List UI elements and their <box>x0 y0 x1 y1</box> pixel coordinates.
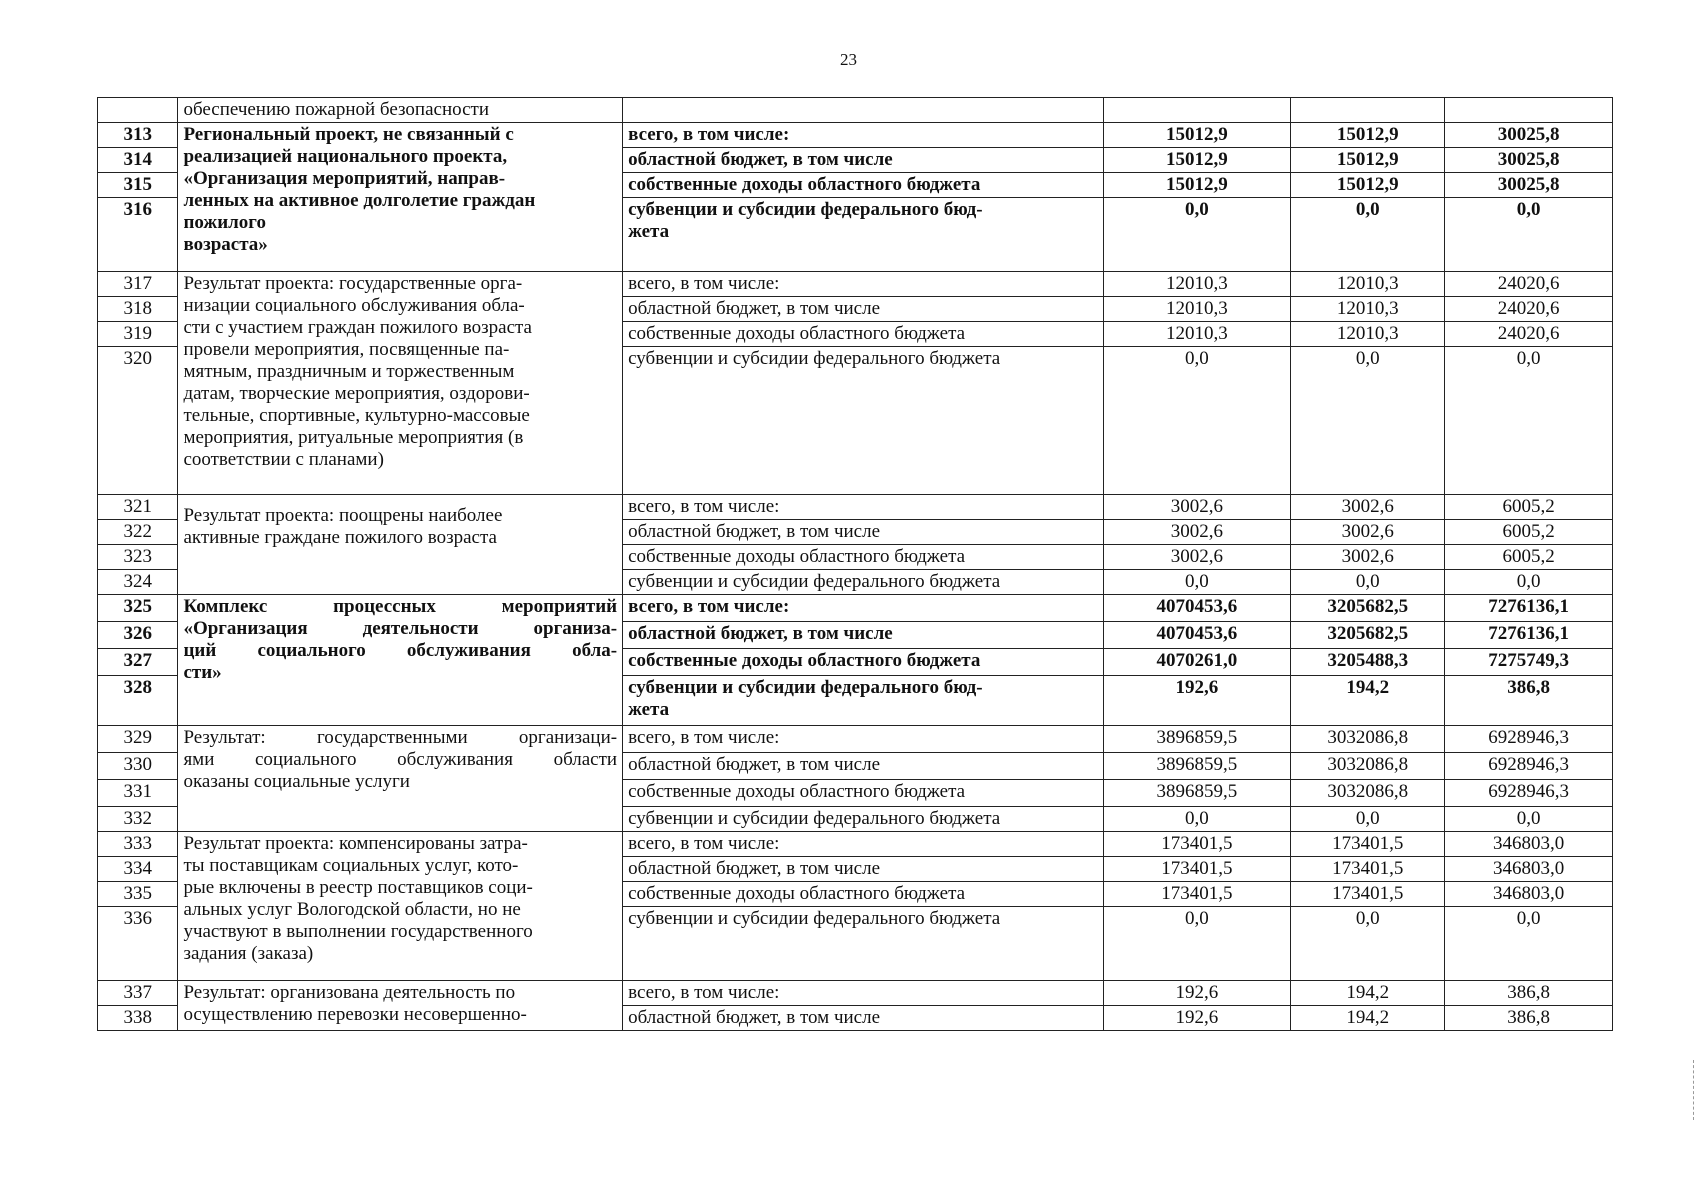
value-total: 346803,0 <box>1445 832 1613 857</box>
funding-source: субвенции и субсидии федерального бюджета <box>623 570 1103 595</box>
funding-source: собственные доходы областного бюджета <box>623 545 1103 570</box>
value-year-2: 0,0 <box>1291 198 1445 272</box>
value-year-2: 0,0 <box>1291 907 1445 981</box>
budget-table <box>97 97 1613 1031</box>
value-total: 6005,2 <box>1445 495 1613 520</box>
value-year-1: 3002,6 <box>1103 545 1291 570</box>
value-year-1: 3896859,5 <box>1103 726 1291 753</box>
value-year-1: 12010,3 <box>1103 322 1291 347</box>
row-number: 338 <box>98 1006 178 1031</box>
table-row <box>98 981 1613 1006</box>
value-year-1: 4070453,6 <box>1103 622 1291 649</box>
funding-source: областной бюджет, в том числе <box>623 297 1103 322</box>
funding-source: областной бюджет, в том числе <box>623 857 1103 882</box>
funding-source: областной бюджет, в том числе <box>623 622 1103 649</box>
group-description <box>178 495 623 595</box>
desc-line: сти» <box>183 662 222 683</box>
funding-source: областной бюджет, в том числе <box>623 1006 1103 1031</box>
value-total: 24020,6 <box>1445 297 1613 322</box>
src-line: жета <box>628 699 670 720</box>
desc-line: мероприятия, ритуальные мероприятия (в <box>183 427 524 448</box>
row-number: 325 <box>98 595 178 622</box>
value-year-1: 4070453,6 <box>1103 595 1291 622</box>
desc-line: Результат проекта: поощрены наиболее <box>183 505 503 526</box>
row-number: 322 <box>98 520 178 545</box>
value-year-2: 194,2 <box>1291 981 1445 1006</box>
funding-source: всего, в том числе: <box>623 495 1103 520</box>
value-total: 7276136,1 <box>1445 622 1613 649</box>
value-total: 346803,0 <box>1445 857 1613 882</box>
table-row <box>98 495 1613 520</box>
row-number: 324 <box>98 570 178 595</box>
value-year-2: 15012,9 <box>1291 173 1445 198</box>
value-year-1: 173401,5 <box>1103 857 1291 882</box>
value-year-2: 173401,5 <box>1291 857 1445 882</box>
value-year-1: 3002,6 <box>1103 495 1291 520</box>
table-row <box>98 595 1613 622</box>
value-year-2 <box>1291 98 1445 123</box>
funding-source: собственные доходы областного бюджета <box>623 780 1103 807</box>
value-year-2: 173401,5 <box>1291 832 1445 857</box>
table-row <box>98 123 1613 148</box>
desc-line: пожилого <box>183 212 266 233</box>
group-description <box>178 832 623 981</box>
row-number: 315 <box>98 173 178 198</box>
row-number: 331 <box>98 780 178 807</box>
row-number: 320 <box>98 347 178 495</box>
row-number: 332 <box>98 807 178 832</box>
row-number: 336 <box>98 907 178 981</box>
desc-line: ций социального обслуживания обла- <box>183 640 618 661</box>
src-line: субвенции и субсидии федерального бюд- <box>628 677 983 698</box>
value-year-2: 3205488,3 <box>1291 649 1445 676</box>
table-row <box>98 272 1613 297</box>
value-year-2: 194,2 <box>1291 1006 1445 1031</box>
desc-line: осуществлению перевозки несовершенно- <box>183 1004 527 1025</box>
value-year-2: 194,2 <box>1291 676 1445 726</box>
value-total: 7275749,3 <box>1445 649 1613 676</box>
desc-line: «Организация деятельности организа- <box>183 618 618 639</box>
row-number: 318 <box>98 297 178 322</box>
row-number: 327 <box>98 649 178 676</box>
row-number: 326 <box>98 622 178 649</box>
desc-line: датам, творческие мероприятия, оздорови- <box>183 383 530 404</box>
value-year-2: 3032086,8 <box>1291 780 1445 807</box>
value-year-2: 3205682,5 <box>1291 595 1445 622</box>
value-total: 386,8 <box>1445 676 1613 726</box>
funding-source: всего, в том числе: <box>623 123 1103 148</box>
value-year-2: 12010,3 <box>1291 322 1445 347</box>
funding-source: областной бюджет, в том числе <box>623 148 1103 173</box>
value-year-1: 12010,3 <box>1103 297 1291 322</box>
value-year-1: 15012,9 <box>1103 173 1291 198</box>
row-number: 328 <box>98 676 178 726</box>
value-year-1: 173401,5 <box>1103 832 1291 857</box>
value-year-2: 3002,6 <box>1291 545 1445 570</box>
scan-edge-mark <box>1693 1060 1695 1120</box>
value-total: 6928946,3 <box>1445 780 1613 807</box>
funding-source: собственные доходы областного бюджета <box>623 173 1103 198</box>
value-year-1: 0,0 <box>1103 907 1291 981</box>
funding-source <box>623 198 1103 272</box>
desc-line: низации социального обслуживания обла- <box>183 295 525 316</box>
value-total: 0,0 <box>1445 347 1613 495</box>
funding-source: собственные доходы областного бюджета <box>623 882 1103 907</box>
desc-line: задания (заказа) <box>183 943 314 964</box>
row-number: 313 <box>98 123 178 148</box>
row-number: 337 <box>98 981 178 1006</box>
row-number: 317 <box>98 272 178 297</box>
value-year-1: 12010,3 <box>1103 272 1291 297</box>
value-year-2: 0,0 <box>1291 347 1445 495</box>
desc-line: Результат проекта: государственные орга- <box>183 273 523 294</box>
value-year-1: 0,0 <box>1103 807 1291 832</box>
desc-line: Результат проекта: компенсированы затра- <box>183 833 528 854</box>
value-year-1: 3896859,5 <box>1103 753 1291 780</box>
desc-line: Комплекс процессных мероприятий <box>183 596 618 617</box>
value-year-1: 173401,5 <box>1103 882 1291 907</box>
row-number: 335 <box>98 882 178 907</box>
row-number: 314 <box>98 148 178 173</box>
value-year-2: 3032086,8 <box>1291 753 1445 780</box>
funding-source: собственные доходы областного бюджета <box>623 649 1103 676</box>
row-number: 321 <box>98 495 178 520</box>
value-year-2: 12010,3 <box>1291 297 1445 322</box>
page-number: 23 <box>840 50 857 69</box>
value-year-2: 0,0 <box>1291 570 1445 595</box>
row-number: 334 <box>98 857 178 882</box>
desc-line: Результат: организована деятельность по <box>183 982 516 1003</box>
src-line: жета <box>628 221 670 242</box>
value-year-1: 0,0 <box>1103 347 1291 495</box>
funding-source: всего, в том числе: <box>623 981 1103 1006</box>
row-number: 333 <box>98 832 178 857</box>
value-total: 6928946,3 <box>1445 753 1613 780</box>
desc-line: сти с участием граждан пожилого возраста <box>183 317 532 338</box>
value-total: 24020,6 <box>1445 272 1613 297</box>
funding-source: всего, в том числе: <box>623 726 1103 753</box>
value-total: 7276136,1 <box>1445 595 1613 622</box>
value-year-1: 192,6 <box>1103 676 1291 726</box>
value-total: 0,0 <box>1445 907 1613 981</box>
value-total: 30025,8 <box>1445 173 1613 198</box>
value-year-2: 12010,3 <box>1291 272 1445 297</box>
value-year-1: 192,6 <box>1103 981 1291 1006</box>
desc-line: активные граждане пожилого возраста <box>183 527 497 548</box>
table-row <box>98 832 1613 857</box>
value-year-2: 173401,5 <box>1291 882 1445 907</box>
row-number: 330 <box>98 753 178 780</box>
group-description <box>178 726 623 832</box>
desc-line: участвуют в выполнении государственного <box>183 921 533 942</box>
table-row <box>98 98 1613 123</box>
desc-line: «Организация мероприятий, направ- <box>183 168 506 189</box>
desc-line: ленных на активное долголетие граждан <box>183 190 536 211</box>
value-total: 6005,2 <box>1445 520 1613 545</box>
desc-line: ями социального обслуживания области <box>183 749 618 770</box>
value-year-1: 0,0 <box>1103 570 1291 595</box>
value-total: 30025,8 <box>1445 123 1613 148</box>
value-total: 0,0 <box>1445 807 1613 832</box>
funding-source: субвенции и субсидии федерального бюджета <box>623 347 1103 495</box>
desc-line: тельные, спортивные, культурно-массовые <box>183 405 530 426</box>
value-total <box>1445 98 1613 123</box>
desc-line: мятным, праздничным и торжественным <box>183 361 515 382</box>
value-year-1: 15012,9 <box>1103 123 1291 148</box>
value-total: 0,0 <box>1445 198 1613 272</box>
value-year-1 <box>1103 98 1291 123</box>
value-year-2: 15012,9 <box>1291 123 1445 148</box>
funding-source: субвенции и субсидии федерального бюджета <box>623 807 1103 832</box>
value-total: 386,8 <box>1445 1006 1613 1031</box>
value-total: 6005,2 <box>1445 545 1613 570</box>
row-number: 319 <box>98 322 178 347</box>
funding-source: всего, в том числе: <box>623 832 1103 857</box>
table-row <box>98 726 1613 753</box>
funding-source: областной бюджет, в том числе <box>623 753 1103 780</box>
funding-source: областной бюджет, в том числе <box>623 520 1103 545</box>
group-description <box>178 123 623 272</box>
value-total: 6928946,3 <box>1445 726 1613 753</box>
src-line: субвенции и субсидии федерального бюд- <box>628 199 983 220</box>
funding-source: всего, в том числе: <box>623 272 1103 297</box>
value-year-2: 3205682,5 <box>1291 622 1445 649</box>
value-total: 24020,6 <box>1445 322 1613 347</box>
value-year-1: 0,0 <box>1103 198 1291 272</box>
value-year-2: 3002,6 <box>1291 495 1445 520</box>
funding-source: собственные доходы областного бюджета <box>623 322 1103 347</box>
desc-line: реализацией национального проекта, <box>183 146 508 167</box>
desc-line: ты поставщикам социальных услуг, кото- <box>183 855 519 876</box>
value-year-2: 15012,9 <box>1291 148 1445 173</box>
funding-source: субвенции и субсидии федерального бюджета <box>623 907 1103 981</box>
value-year-1: 192,6 <box>1103 1006 1291 1031</box>
desc-line: провели мероприятия, посвященные па- <box>183 339 510 360</box>
funding-source <box>623 98 1103 123</box>
value-total: 0,0 <box>1445 570 1613 595</box>
value-total: 386,8 <box>1445 981 1613 1006</box>
group-description <box>178 595 623 726</box>
row-number: 316 <box>98 198 178 272</box>
row-number: 329 <box>98 726 178 753</box>
desc-line: Результат: государственными организаци- <box>183 727 618 748</box>
value-year-2: 3032086,8 <box>1291 726 1445 753</box>
value-year-1: 3896859,5 <box>1103 780 1291 807</box>
funding-source: всего, в том числе: <box>623 595 1103 622</box>
desc-line: рые включены в реестр поставщиков соци- <box>183 877 533 898</box>
funding-source <box>623 676 1103 726</box>
desc-line: Региональный проект, не связанный с <box>183 124 514 145</box>
desc-line: соответствии с планами) <box>183 449 384 470</box>
value-year-1: 15012,9 <box>1103 148 1291 173</box>
group-description <box>178 272 623 495</box>
value-total: 346803,0 <box>1445 882 1613 907</box>
desc-line: оказаны социальные услуги <box>183 771 410 792</box>
row-number <box>98 98 178 123</box>
row-number: 323 <box>98 545 178 570</box>
desc-line: возраста» <box>183 234 268 255</box>
row-description: обеспечению пожарной безопасности <box>178 98 623 123</box>
desc-line: альных услуг Вологодской области, но не <box>183 899 521 920</box>
value-year-1: 4070261,0 <box>1103 649 1291 676</box>
value-year-2: 0,0 <box>1291 807 1445 832</box>
value-year-1: 3002,6 <box>1103 520 1291 545</box>
group-description <box>178 981 623 1031</box>
value-year-2: 3002,6 <box>1291 520 1445 545</box>
value-total: 30025,8 <box>1445 148 1613 173</box>
